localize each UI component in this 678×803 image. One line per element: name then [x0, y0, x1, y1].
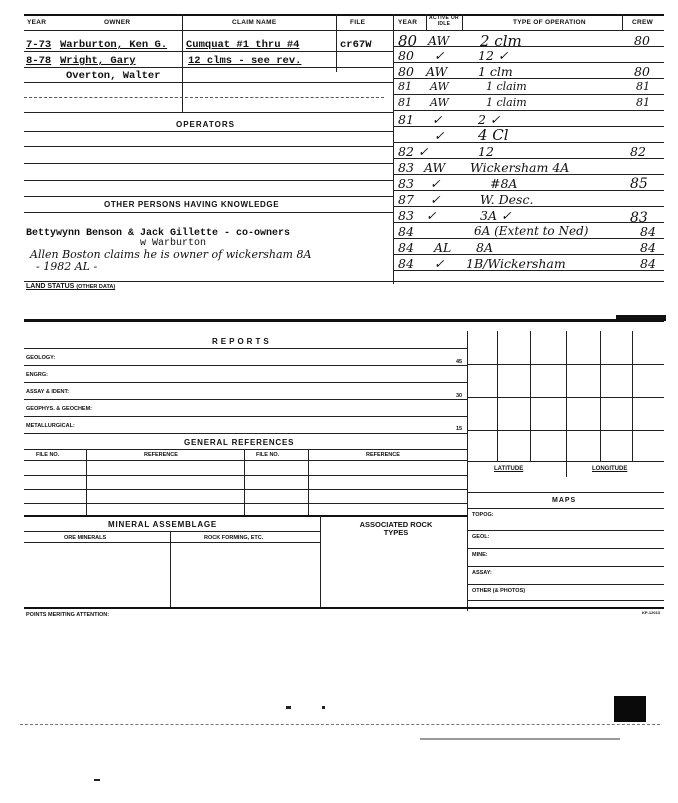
report-assay-num: 30 — [456, 393, 463, 399]
report-assay: ASSAY & IDENT: — [26, 389, 70, 395]
op-11-year: 87 — [398, 192, 414, 207]
header-active-idle: ACTIVE OR IDLE — [429, 15, 459, 27]
op-6-operation: 2 ✓ — [478, 112, 501, 127]
knowledge-handwritten-2: - 1982 AL - — [36, 260, 98, 273]
op-15-operation: 1B/Wickersham — [466, 256, 566, 271]
op-12-status: ✓ — [426, 208, 437, 223]
op-14-status: AL — [434, 240, 452, 255]
op-4-crew: 81 — [636, 80, 650, 93]
latitude-label: LATITUDE — [494, 466, 524, 472]
report-geophys: GEOPHYS. & GEOCHEM: — [26, 406, 93, 412]
op-14-crew: 84 — [640, 240, 656, 255]
land-status-sub: (OTHER DATA) — [76, 284, 116, 290]
op-4-year: 81 — [398, 80, 412, 93]
longitude-label: LONGITUDE — [592, 466, 628, 472]
op-7-operation: 4 Cl — [478, 126, 509, 144]
map-other: OTHER (& PHOTOS) — [472, 588, 526, 594]
header-year: YEAR — [27, 19, 47, 26]
map-geol: GEOL: — [472, 534, 490, 540]
land-status-label — [26, 283, 115, 290]
op-15-crew: 84 — [640, 256, 656, 271]
header-owner: OWNER — [104, 19, 131, 26]
op-14-year: 84 — [398, 240, 414, 255]
owner-row-2-claim: 12 clms - see rev. — [188, 55, 302, 67]
op-4-status: AW — [430, 80, 449, 93]
op-2-status: ✓ — [434, 48, 445, 63]
op-5-operation: 1 claim — [486, 96, 527, 109]
op-6-status: ✓ — [432, 112, 443, 127]
owner-row-2-year: 8-78 — [26, 55, 52, 67]
op-3-status: AW — [426, 64, 448, 79]
report-metallurgical: METALLURGICAL: — [26, 423, 75, 429]
op-3-operation: 1 clm — [478, 64, 513, 79]
knowledge-line-2: w Warburton — [140, 238, 207, 249]
ref-col-reference-1: REFERENCE — [144, 452, 178, 458]
rock-forming-label: ROCK FORMING, ETC. — [204, 535, 264, 541]
op-11-operation: W. Desc. — [480, 192, 534, 207]
op-8-operation: 12 — [478, 144, 494, 159]
op-9-year: 83 — [398, 160, 414, 175]
op-8-status: ✓ — [418, 144, 429, 159]
reports-title: REPORTS — [212, 337, 272, 346]
report-geology-num: 45 — [456, 359, 463, 365]
op-15-status: ✓ — [434, 256, 445, 271]
report-geology: GEOLOGY: — [26, 355, 56, 361]
owner-row-1-file: cr67W — [340, 39, 372, 51]
op-12-crew: 83 — [630, 210, 648, 226]
op-3-year: 80 — [398, 64, 414, 79]
op-6-year: 81 — [398, 112, 414, 127]
op-13-year: 84 — [398, 224, 414, 239]
operators-title: OPERATORS — [176, 120, 235, 129]
op-14-operation: 8A — [476, 240, 493, 255]
op-13-operation: 6A (Extent to Ned) — [474, 224, 589, 238]
map-assay: ASSAY: — [472, 570, 492, 576]
op-1-crew: 80 — [634, 33, 650, 48]
ref-col-file-no-2: FILE NO. — [256, 452, 280, 458]
op-5-crew: 81 — [636, 96, 650, 109]
op-13-crew: 84 — [640, 224, 656, 239]
op-1-operation: 2 clm — [480, 32, 522, 50]
report-engrg: ENGRG: — [26, 372, 48, 378]
header-file: FILE — [350, 19, 366, 26]
maps-title: MAPS — [552, 497, 577, 504]
op-10-operation: #8A — [490, 176, 518, 191]
op-10-status: ✓ — [430, 176, 441, 191]
op-10-year: 83 — [398, 176, 414, 191]
ore-minerals-label: ORE MINERALS — [64, 535, 107, 541]
op-11-status: ✓ — [430, 192, 441, 207]
op-1-status: AW — [428, 33, 450, 48]
op-10-crew: 85 — [630, 176, 648, 192]
knowledge-handwritten-1: Allen Boston claims he is owner of wickersham 8A — [30, 248, 312, 261]
owner-row-1-claim: Cumquat #1 thru #4 — [186, 39, 300, 51]
op-9-operation: Wickersham 4A — [470, 160, 570, 175]
form-code: KP-12013 — [642, 610, 661, 615]
op-12-year: 83 — [398, 208, 414, 223]
op-7-status: ✓ — [434, 128, 445, 143]
knowledge-line-1: Bettywynn Benson & Jack Gillette - co-owners — [26, 228, 291, 239]
owner-row-3-owner: Overton, Walter — [66, 70, 161, 82]
header-year2: YEAR — [398, 19, 418, 26]
op-15-year: 84 — [398, 256, 414, 271]
land-status-text: LAND STATUS — [26, 283, 75, 290]
op-8-crew: 82 — [630, 144, 646, 159]
knowledge-title: OTHER PERSONS HAVING KNOWLEDGE — [104, 200, 280, 209]
map-topog: TOPOG: — [472, 512, 494, 518]
op-5-status: AW — [430, 96, 449, 109]
op-9-status: AW — [424, 160, 446, 175]
op-4-operation: 1 claim — [486, 80, 527, 93]
mineral-assemblage-title: MINERAL ASSEMBLAGE — [108, 520, 218, 529]
op-8-year: 82 — [398, 144, 414, 159]
owner-row-2-owner: Wright, Gary — [60, 55, 136, 67]
general-references-title: GENERAL REFERENCES — [184, 438, 295, 447]
owner-row-1-year: 7-73 — [26, 39, 52, 51]
header-claim-name: CLAIM NAME — [232, 19, 277, 26]
report-metallurgical-num: 15 — [456, 426, 463, 432]
associated-rock-types-label: ASSOCIATED ROCK TYPES — [359, 520, 433, 537]
op-3-crew: 80 — [634, 64, 650, 79]
op-2-year: 80 — [398, 48, 414, 63]
op-5-year: 81 — [398, 96, 412, 109]
op-12-operation: 3A ✓ — [480, 208, 512, 223]
ref-col-file-no-1: FILE NO. — [36, 452, 60, 458]
owner-row-1-owner: Warburton, Ken G. — [60, 39, 168, 51]
op-2-operation: 12 ✓ — [478, 48, 509, 63]
map-mine: MINE: — [472, 552, 488, 558]
header-type-of-operation: TYPE OF OPERATION — [513, 19, 586, 26]
ref-col-reference-2: REFERENCE — [366, 452, 400, 458]
points-meriting-attention-label: POINTS MERITING ATTENTION: — [26, 612, 110, 618]
op-1-year: 80 — [398, 32, 418, 50]
header-crew: CREW — [632, 19, 654, 26]
